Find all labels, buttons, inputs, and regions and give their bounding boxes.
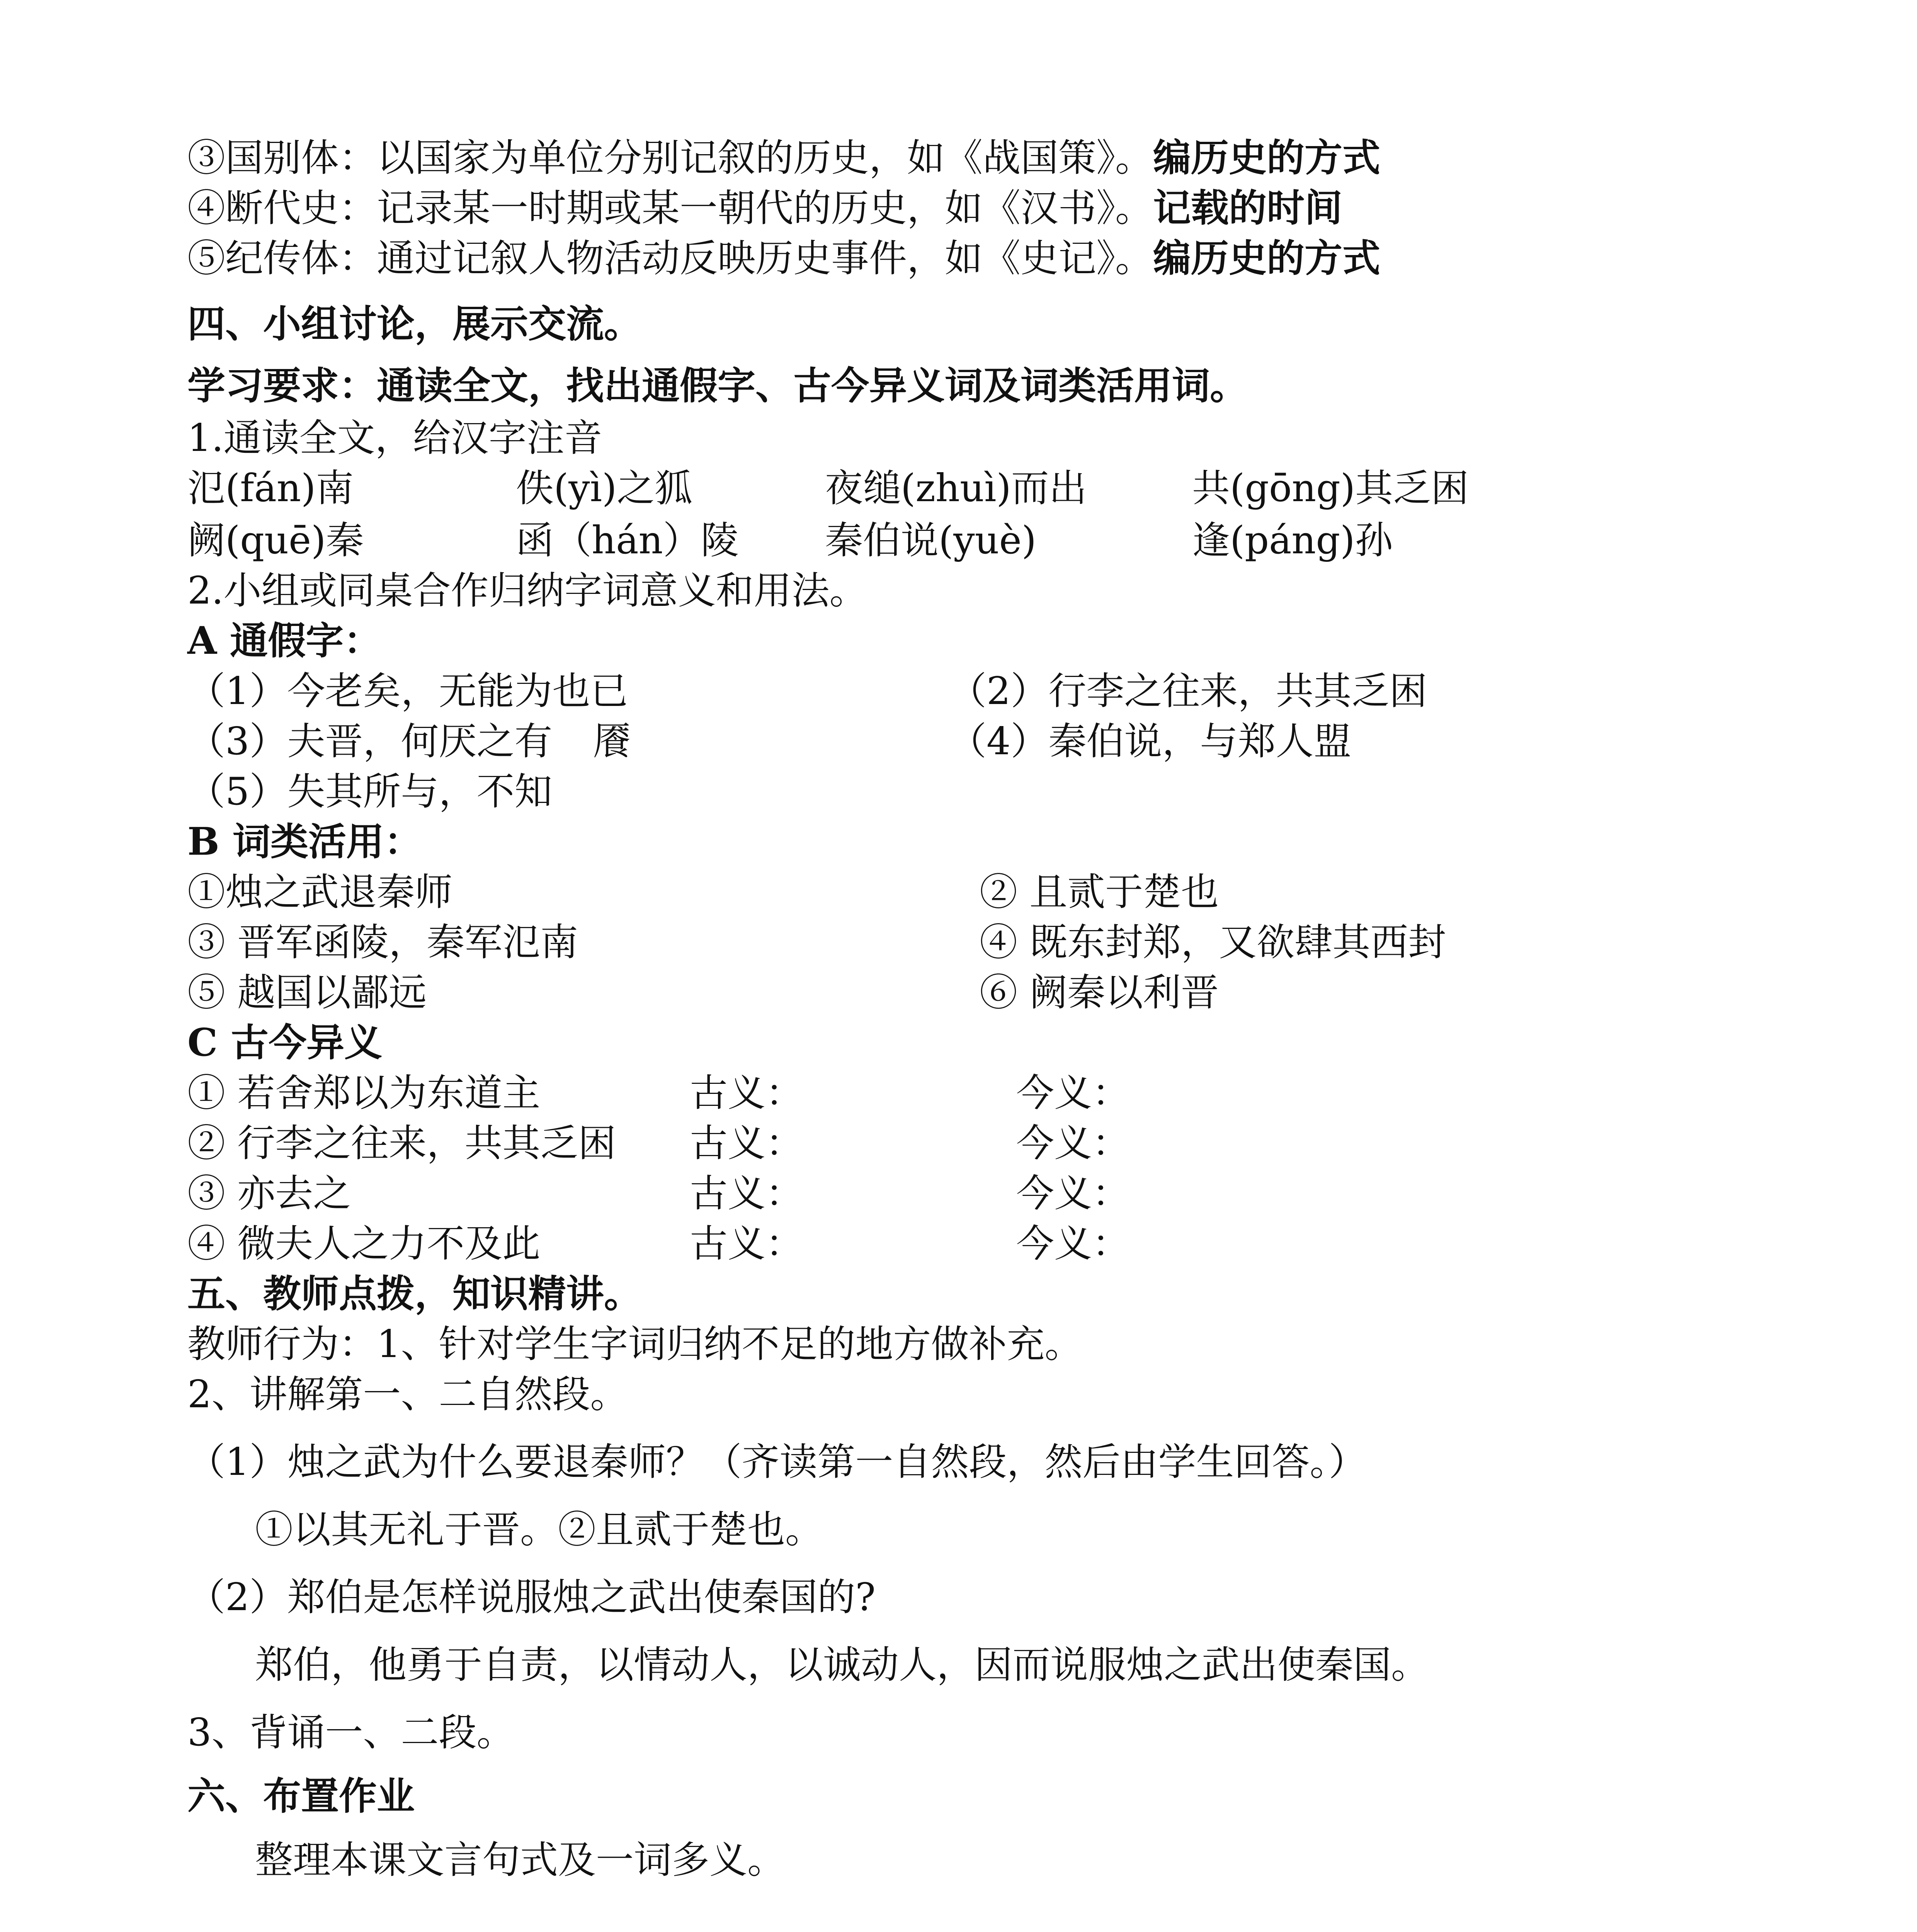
guyi-new-label: 今义： (1016, 1071, 1130, 1115)
guyi-new-label: 今义： (1016, 1121, 1130, 1165)
step-line: 1.通读全文，给汉字注音 (187, 416, 602, 460)
step-line: 2.小组或同桌合作归纳字词意义和用法。 (187, 569, 867, 613)
guyi-old-label: 古义： (690, 1172, 804, 1216)
tongjia-item: （1）今老矣，无能为也已 (187, 669, 628, 713)
subheading-guyi: C 古今异义 (187, 1020, 383, 1065)
history-type-jizhuan: ⑤纪传体：通过记叙人物活动反映历史事件，如《史记》。编历史的方式 (187, 236, 1381, 281)
paragraph: 郑伯，他勇于自责，以情动人，以诚动人，因而说服烛之武出使秦国。 (255, 1643, 1429, 1687)
paragraph: 整理本课文言句式及一词多义。 (255, 1838, 786, 1882)
pinyin-item: 阙(quē)秦 (187, 519, 364, 563)
guyi-item: ② 行李之往来，共其乏困 (187, 1121, 616, 1165)
huoyong-item: ⑥ 阙秦以利晋 (980, 971, 1219, 1015)
study-requirement: 学习要求：通读全文，找出通假字、古今异义词及词类活用词。 (187, 364, 1248, 408)
tongjia-note: 餍 (593, 719, 631, 764)
paragraph: 3、背诵一、二段。 (187, 1711, 515, 1755)
tongjia-item: （4）秦伯说，与郑人盟 (949, 719, 1352, 764)
pinyin-item: 秦伯说(yuè) (825, 519, 1036, 563)
section-heading: 五、教师点拨，知识精讲。 (187, 1272, 642, 1316)
pinyin-item: 共(gōng)其乏困 (1192, 466, 1469, 510)
paragraph: （2）郑伯是怎样说服烛之武出使秦国的? (187, 1575, 876, 1619)
pinyin-item: 函（hán）陵 (516, 519, 739, 563)
tongjia-item: （3）夫晋，何厌之有 (187, 719, 553, 764)
huoyong-item: ③ 晋军函陵，秦军氾南 (187, 920, 578, 964)
guyi-old-label: 古义： (690, 1121, 804, 1165)
pinyin-item: 佚(yì)之狐 (516, 466, 693, 510)
pinyin-item: 氾(fán)南 (187, 466, 354, 510)
pinyin-item: 逢(páng)孙 (1192, 519, 1393, 563)
guyi-item: ① 若舍郑以为东道主 (187, 1071, 541, 1115)
history-type-guobie: ③国别体：以国家为单位分别记叙的历史，如《战国策》。编历史的方式 (187, 136, 1381, 180)
history-type-duandai: ④断代史：记录某一时期或某一朝代的历史，如《汉书》。记载的时间 (187, 186, 1343, 230)
tongjia-item: （5）失其所与，不知 (187, 770, 553, 814)
paragraph: ①以其无礼于晋。②且贰于楚也。 (255, 1508, 823, 1552)
tongjia-item: （2）行李之往来，共其乏困 (949, 669, 1427, 713)
section-heading: 六、布置作业 (187, 1774, 415, 1818)
paragraph: 教师行为：1、针对学生字词归纳不足的地方做补充。 (187, 1322, 1083, 1366)
subheading-tongjia: A 通假字： (187, 619, 382, 663)
type-tag: 编历史的方式 (1153, 236, 1381, 281)
huoyong-item: ①烛之武退秦师 (187, 870, 453, 914)
subheading-huoyong: B 词类活用： (187, 820, 422, 864)
pinyin-item: 夜缒(zhuì)而出 (825, 466, 1087, 510)
guyi-new-label: 今义： (1016, 1172, 1130, 1216)
paragraph: （1）烛之武为什么要退秦师？（齐读第一自然段，然后由学生回答。） (187, 1440, 1367, 1484)
guyi-item: ④ 微夫人之力不及此 (187, 1222, 541, 1266)
huoyong-item: ④ 既东封郑，又欲肆其西封 (980, 920, 1446, 964)
huoyong-item: ⑤ 越国以鄙远 (187, 971, 427, 1015)
guyi-old-label: 古义： (690, 1071, 804, 1115)
type-tag: 记载的时间 (1153, 186, 1343, 230)
guyi-old-label: 古义： (690, 1222, 804, 1266)
guyi-new-label: 今义： (1016, 1222, 1130, 1266)
section-heading: 四、小组讨论，展示交流。 (187, 302, 642, 346)
type-tag: 编历史的方式 (1153, 136, 1381, 180)
huoyong-item: ② 且贰于楚也 (980, 870, 1219, 914)
guyi-item: ③ 亦去之 (187, 1172, 351, 1216)
paragraph: 2、讲解第一、二自然段。 (187, 1372, 628, 1417)
